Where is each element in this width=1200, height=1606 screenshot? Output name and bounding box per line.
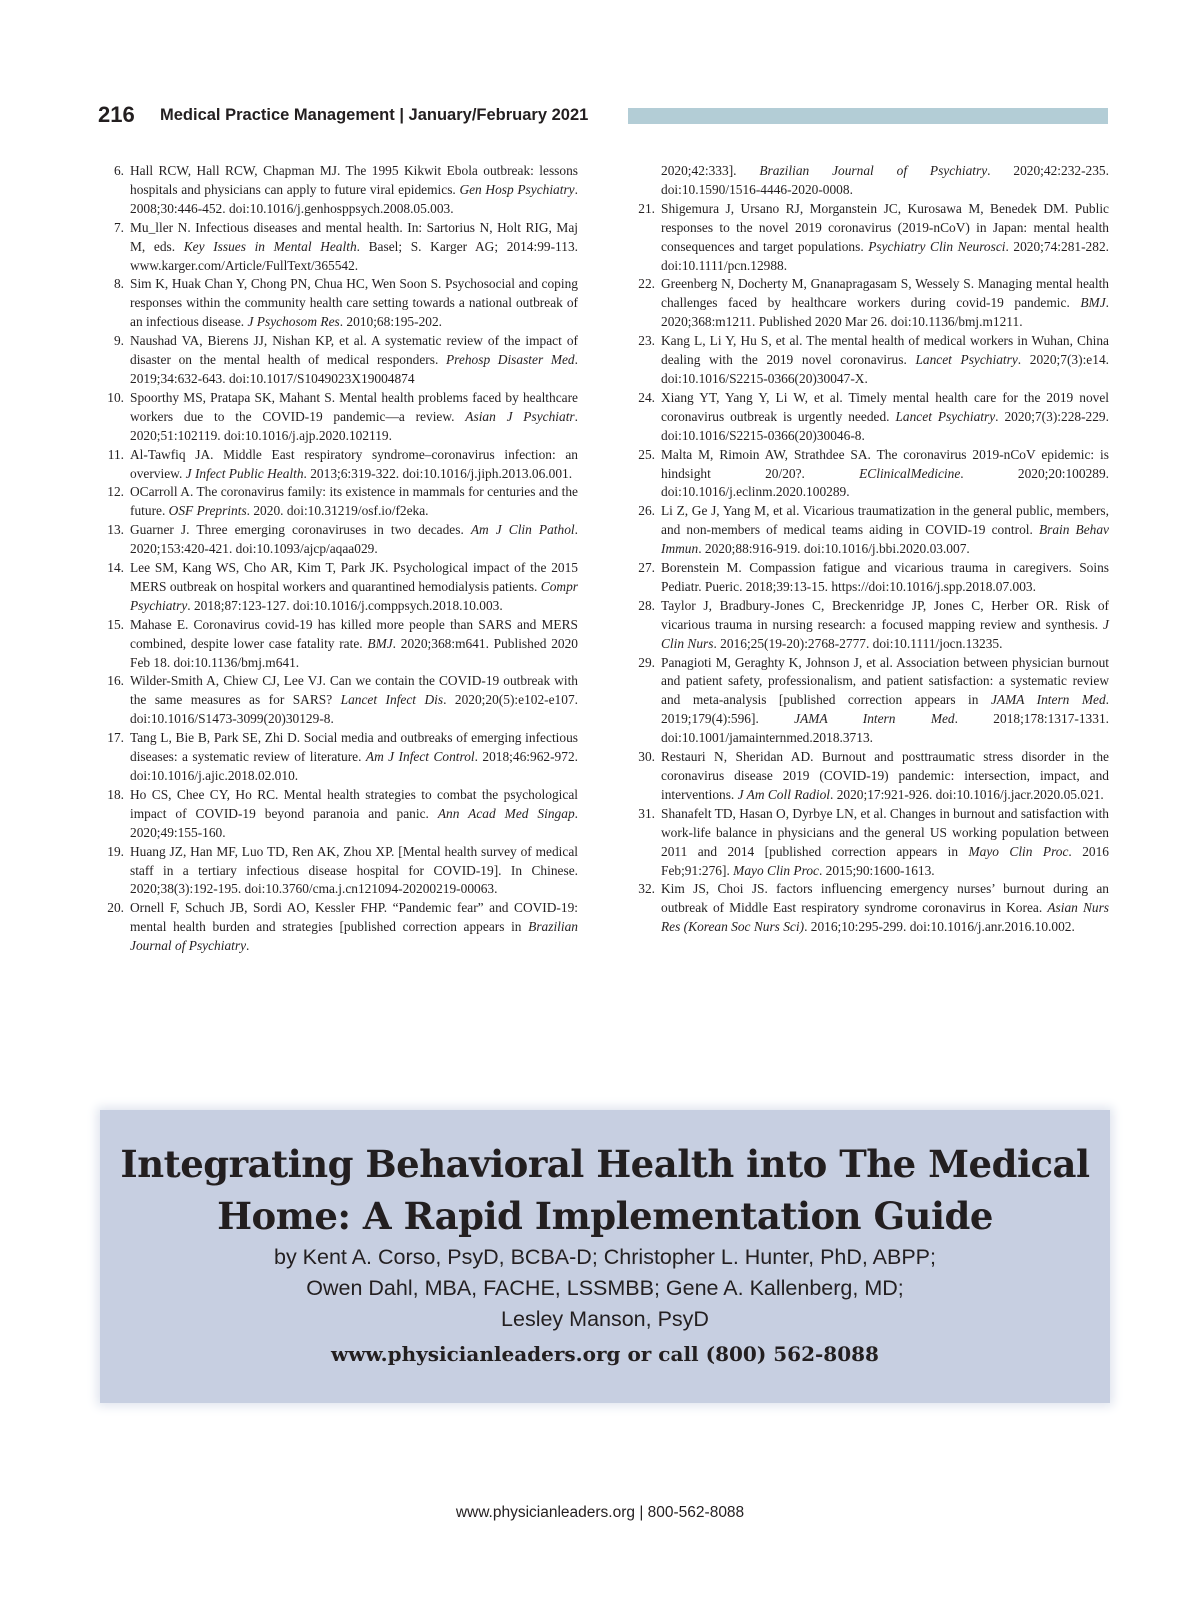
reference-number: 7. [113,219,124,235]
reference-text [130,163,578,216]
reference-number: 21. [638,200,655,216]
reference-item [629,748,1109,805]
reference-item [629,162,1109,200]
reference-text [130,673,578,726]
reference-segment: Xiang YT, Yang Y, Li W, et al. Timely mental health care for the 2019 novel coronavirus outbreak is urgently needed. [661,389,1109,424]
reference-segment: Li Z, Ge J, Yang M, et al. Vicarious traumatization in the general public, members, and non-members of medical teams aiding in COVID-19 control. [661,503,1109,538]
reference-segment: Shigemura J, Ursano RJ, Morganstein JC, Kurosawa M, Benedek DM. Public responses to the novel 2019 coronavirus (2019-nCoV) in Japan: mental health consequences and target populations. [661,200,1109,254]
reference-text [130,844,578,897]
journal-name: Asian J Psychiatr [465,408,575,424]
references-left-column [98,162,578,956]
references-right-column [629,162,1109,937]
reference-segment: . 2020;49:155-160. [130,805,578,840]
book-advertisement [100,1110,1110,1403]
reference-number: 9. [113,333,124,349]
reference-text [661,655,1109,746]
reference-segment: . 2020;7(3):e14. doi:10.1016/S2215-0366(20)30047-X. [661,352,1109,386]
reference-number: 6. [113,163,124,178]
reference-segment: Mahase E. Coronavirus covid-19 has killed more people than SARS and MERS combined, despite lower case fatality rate. [130,616,578,651]
reference-segment: Kim JS, Choi JS. factors influencing emergency nurses’ burnout during an outbreak of Middle East respiratory syndrome coronavirus in Korea. [661,881,1109,916]
reference-text [661,163,1109,197]
reference-segment: . 2020;17:921-926. doi:10.1016/j.jacr.2020.05.021. [830,786,1104,802]
reference-segment: Mu_ller N. Infectious diseases and mental health. In: Sartorius N, Holt RIG, Maj M, eds. [130,219,578,254]
reference-item [98,332,578,389]
reference-segment: Lee SM, Kang WS, Cho AR, Kim T, Park JK. Psychological impact of the 2015 MERS outbreak on hospital workers and quarantined hemodialysis patients. [130,560,578,594]
journal-name: EClinicalMedicine [859,465,961,481]
ad-authors-line: Lesley Manson, PsyD [501,1307,709,1331]
reference-number: 27. [638,560,655,576]
reference-item [98,219,578,276]
ad-title-line: Home: A Rapid Implementation Guide [217,1194,993,1238]
reference-text [130,730,578,783]
reference-item [629,559,1109,597]
reference-segment: Panagioti M, Geraghty K, Johnson J, et al. Association between physician burnout and patient safety, professionalism, and patient satisfaction: a systematic review and meta-analysis [published correction appears in [661,654,1109,708]
reference-item [98,483,578,521]
reference-segment: Ho CS, Chee CY, Ho RC. Mental health strategies to combat the psychological impact of COVID-19 beyond paranoia and panic. [130,786,578,821]
page-footer: www.physicianleaders.org | 800-562-8088 [455,1504,745,1521]
reference-segment: Sim K, Huak Chan Y, Chong PN, Chua HC, Wen Soon S. Psychosocial and coping responses within the community health care setting towards a national outbreak of an infectious disease. [130,276,578,330]
reference-text [130,447,578,481]
header-accent-bar [628,108,1108,124]
journal-name: Brazilian Journal of Psychiatry [130,919,578,954]
reference-segment: . 2018;178:1317-1331. doi:10.1001/jamainternmed.2018.3713. [661,711,1109,746]
reference-text [130,787,578,840]
reference-segment: Ornell F, Schuch JB, Sordi AO, Kessler FHP. “Pandemic fear” and COVID-19: mental health burden and strategies [published correction appears in [130,900,578,935]
journal-name: Compr Psychiatry [130,578,578,613]
reference-segment: . 2010;68:195-202. [339,314,443,330]
reference-number: 30. [638,749,655,765]
reference-item [98,616,578,673]
reference-segment: Tang L, Bie B, Park SE, Zhi D. Social media and outbreaks of emerging infectious diseases: a systematic review of literature. [130,730,578,765]
journal-name: OSF Preprints [168,503,247,519]
reference-item [98,729,578,786]
reference-segment: . 2016;25(19-20):2768-2777. doi:10.1111/jocn.13235. [713,635,1003,651]
reference-text [130,276,578,329]
page-header [98,102,1108,132]
reference-number: 14. [107,560,124,576]
journal-name: Lancet Psychiatry [895,408,996,424]
reference-item [98,521,578,559]
reference-item [98,843,578,900]
reference-item [98,786,578,843]
reference-number: 15. [107,616,124,632]
reference-number: 8. [113,276,124,292]
reference-segment: . 2020;20:100289. doi:10.1016/j.eclinm.2020.100289. [661,465,1109,500]
journal-name: Am J Infect Control [365,749,475,765]
reference-segment: Taylor J, Bradbury-Jones C, Breckenridge JP, Jones C, Herber OR. Risk of vicarious trauma in nursing research: a focused mapping review and synthesis. [661,597,1109,632]
ad-contact-info: www.physicianleaders.org or call (800) 562-8088 [331,1342,879,1366]
journal-name: Brain Behav Immun [661,522,1110,557]
journal-name: BMJ [1080,295,1106,311]
reference-segment: . 2020;153:420-421. doi:10.1093/ajcp/aqaa029. [130,522,578,557]
reference-segment: . 2016 Feb;91:276]. [661,843,1109,878]
reference-text [130,617,578,670]
reference-segment: Kang L, Li Y, Hu S, et al. The mental health of medical workers in Wuhan, China dealing with the 2019 novel coronavirus. [661,333,1109,368]
reference-segment: . 2013;6:319-322. doi:10.1016/j.jiph.2013.06.001. [303,465,573,481]
reference-number: 13. [107,522,124,538]
reference-number: 18. [107,786,124,802]
reference-number: 12. [107,484,124,500]
reference-number: 25. [638,446,655,462]
journal-name: JAMA Intern Med [990,692,1106,708]
reference-segment: OCarroll A. The coronavirus family: its existence in mammals for centuries and the future. [130,484,578,519]
reference-item [98,559,578,616]
reference-segment: Wilder-Smith A, Chiew CJ, Lee VJ. Can we contain the COVID-19 outbreak with the same measures as for SARS? [130,673,578,708]
reference-segment: Guarner J. Three emerging coronaviruses in two decades. [130,522,471,538]
reference-text [130,333,578,386]
reference-item [629,654,1109,749]
reference-segment: . 2020. doi:10.31219/osf.io/f2eka. [246,503,429,519]
reference-item [98,275,578,332]
reference-number: 28. [638,597,655,613]
reference-segment: Malta M, Rimoin AW, Strathdee SA. The coronavirus 2019-nCoV epidemic: is hindsight 20/20?. [661,446,1109,481]
journal-name: J Clin Nurs [661,616,1109,651]
reference-item [98,389,578,446]
reference-segment: 2020;42:333]. [661,163,760,178]
reference-item [629,389,1109,446]
ad-title-line: Integrating Behavioral Health into The Medical [120,1142,1090,1186]
reference-segment: . 2015;90:1600-1613. [818,862,935,878]
reference-segment: Spoorthy MS, Pratapa SK, Mahant S. Mental health problems faced by healthcare workers due to the COVID-19 pandemic—a review. [130,389,578,424]
reference-text [661,276,1109,329]
reference-item [629,332,1109,389]
journal-name: Psychiatry Clin Neurosci [868,238,1006,254]
journal-name: J Am Coll Radiol [737,786,830,802]
journal-name: BMJ [367,635,393,651]
reference-number: 19. [107,843,124,859]
journal-name: J Psychosom Res [247,314,340,330]
journal-name: JAMA Intern Med [794,711,955,727]
reference-segment: . 2019;179(4):596]. [661,692,1110,727]
reference-text [130,900,578,953]
reference-segment: Shanafelt TD, Hasan O, Dyrbye LN, et al. Changes in burnout and satisfaction with work-life balance in physicians and the general US working population between 2011 and 2014 [published correction appears in [661,805,1109,859]
ad-authors-line: by Kent A. Corso, PsyD, BCBA-D; Christopher L. Hunter, PhD, ABPP; [274,1245,936,1269]
reference-number: 26. [638,503,655,519]
reference-segment: . 2020;74:281-282. doi:10.1111/pcn.12988. [661,238,1109,273]
journal-name: Gen Hosp Psychiatry [459,181,575,197]
reference-segment: Naushad VA, Bierens JJ, Nishan KP, et al. A systematic review of the impact of disaster on the mental health of medical responders. [130,333,578,368]
reference-text [130,220,578,273]
reference-text [661,806,1109,878]
journal-name: Prehosp Disaster Med [446,352,575,368]
reference-number: 17. [107,730,124,746]
journal-name: Key Issues in Mental Health [183,238,357,254]
reference-item [98,672,578,729]
reference-text [661,560,1109,594]
reference-segment: . [246,938,250,954]
ad-authors [100,1242,1110,1335]
reference-segment: Al-Tawfiq JA. Middle East respiratory syndrome–coronavirus infection: an overview. [130,446,578,481]
reference-number: 16. [107,673,124,689]
ad-authors-line: Owen Dahl, MBA, FACHE, LSSMBB; Gene A. Kallenberg, MD; [306,1276,904,1300]
reference-number: 23. [638,333,655,349]
reference-text [130,484,578,518]
journal-name: Brazilian Journal of Psychiatry [759,163,988,178]
journal-name: Am J Clin Pathol [470,522,575,538]
reference-text [661,390,1109,443]
reference-item [98,162,578,219]
reference-segment: Borenstein M. Compassion fatigue and vicarious trauma in caregivers. Soins Pediatr. Pueric. 2018;39:13-15. https://doi:10.1016/j.spp.2018.07.003. [661,560,1109,594]
reference-number: 20. [107,900,124,916]
reference-segment: . 2019;34:632-643. doi:10.1017/S1049023X19004874 [130,352,578,386]
reference-text [661,503,1109,556]
reference-number: 32. [638,881,655,897]
reference-item [98,899,578,956]
journal-name: Asian Nurs Res (Korean Soc Nurs Sci) [661,900,1109,935]
reference-segment: Huang JZ, Han MF, Luo TD, Ren AK, Zhou XP. [Mental health survey of medical staff in a tertiary infectious disease hospital for COVID-19]. In Chinese. 2020;38(3):192-195. doi:10.3760/cma.j.cn121094-20200219-00063. [130,843,578,897]
reference-text [130,390,578,443]
reference-item [629,275,1109,332]
reference-segment: . 2008;30:446-452. doi:10.1016/j.genhosppsych.2008.05.003. [130,181,578,216]
reference-item [629,446,1109,503]
reference-number: 22. [638,276,655,292]
reference-number: 31. [638,805,655,821]
reference-item [629,597,1109,654]
journal-name: Ann Acad Med Singap [437,805,575,821]
reference-item [629,880,1109,937]
reference-item [629,502,1109,559]
reference-segment: . 2018;46:962-972. doi:10.1016/j.ajic.2018.02.010. [130,749,578,783]
reference-segment: . 2018;87:123-127. doi:10.1016/j.comppsych.2018.10.003. [187,597,503,613]
reference-number: 11. [107,446,124,462]
journal-title: Medical Practice Management | January/February 2021 [160,106,589,124]
reference-text [661,598,1109,651]
reference-item [629,805,1109,881]
reference-item [629,200,1109,276]
reference-number: 10. [107,389,124,405]
reference-segment: . 2020;368:m641. Published 2020 Feb 18. doi:10.1136/bmj.m641. [130,635,578,670]
reference-segment: . Basel; S. Karger AG; 2014:99-113. www.karger.com/Article/FullText/365542. [130,238,578,273]
reference-text [661,447,1109,500]
journal-name: Lancet Infect Dis [340,692,444,708]
reference-text [130,560,578,613]
journal-name: J Infect Public Health [185,465,304,481]
reference-segment: . 2016;10:295-299. doi:10.1016/j.anr.2016.10.002. [804,919,1075,935]
reference-segment: Hall RCW, Hall RCW, Chapman MJ. The 1995 Kikwit Ebola outbreak: lessons hospitals and physicians can apply to future viral epidemics. [130,163,578,197]
reference-segment: Greenberg N, Docherty M, Gnanapragasam S, Wessely S. Managing mental health challenges faced by healthcare workers during covid-19 pandemic. [661,276,1109,311]
reference-number: 24. [638,389,655,405]
reference-segment: Restauri N, Sheridan AD. Burnout and posttraumatic stress disorder in the coronavirus disease 2019 (COVID-19) pandemic: intersection, impact, and interventions. [661,749,1109,802]
journal-name: Mayo Clin Proc [968,843,1069,859]
reference-segment: . 2020;20(5):e102-e107. doi:10.1016/S1473-3099(20)30129-8. [130,692,578,727]
reference-text [661,201,1109,273]
reference-item [98,446,578,484]
reference-text [661,749,1109,802]
reference-text [661,881,1109,934]
reference-text [130,522,578,556]
reference-segment: . 2020;368:m1211. Published 2020 Mar 26. doi:10.1136/bmj.m1211. [661,295,1109,330]
reference-segment: . 2020;7(3):228-229. doi:10.1016/S2215-0366(20)30046-8. [661,408,1109,443]
ad-book-title [100,1138,1110,1242]
reference-number: 29. [638,654,655,670]
reference-text [661,333,1109,386]
reference-segment: . 2020;51:102119. doi:10.1016/j.ajp.2020.102119. [130,408,578,443]
journal-name: Lancet Psychiatry [915,352,1018,368]
page-number: 216 [98,102,135,127]
reference-segment: . 2020;42:232-235. doi:10.1590/1516-4446-2020-0008. [661,163,1109,197]
reference-segment: . 2020;88:916-919. doi:10.1016/j.bbi.2020.03.007. [698,541,970,557]
journal-name: Mayo Clin Proc [733,862,819,878]
